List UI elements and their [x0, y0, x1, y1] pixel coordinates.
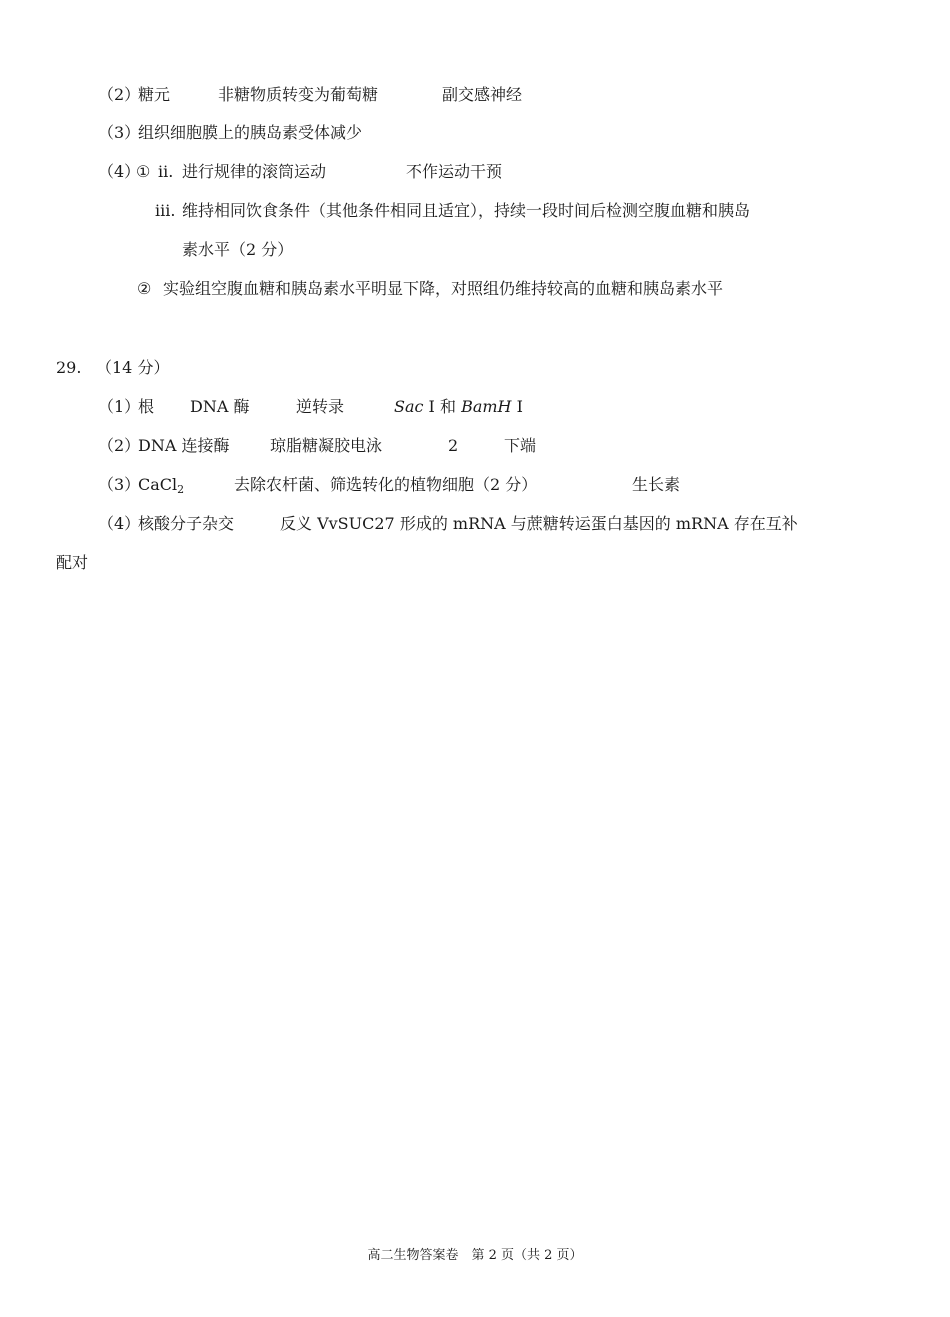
page-footer: 高二生物答案卷 第 2 页（共 2 页）	[367, 1248, 583, 1263]
formula-main: CaCl	[138, 475, 178, 494]
restriction-enzymes	[394, 397, 523, 417]
answer: 生长素	[632, 475, 681, 494]
part-label: （1）	[98, 397, 141, 416]
enzyme-suffix: I	[511, 397, 523, 416]
sub-label: iii.	[155, 201, 176, 220]
part-label: （4）	[98, 162, 141, 181]
answer: 维持相同饮食条件（其他条件相同且适宜），持续一段时间后检测空腹血糖和胰岛	[182, 201, 751, 220]
sub-label: ii.	[158, 162, 174, 181]
answer: 素水平（2 分）	[182, 240, 294, 259]
answer: 非糖物质转变为葡萄糖	[218, 85, 379, 104]
answer: 配对	[56, 553, 89, 572]
question-score: （14 分）	[96, 358, 170, 377]
part-label: （4）	[98, 514, 141, 533]
answer: DNA 连接酶	[138, 436, 230, 455]
answer: 糖元	[138, 85, 171, 104]
answer: 实验组空腹血糖和胰岛素水平明显下降，对照组仍维持较高的血糖和胰岛素水平	[163, 279, 724, 298]
question-number: 29.	[56, 358, 82, 377]
part-label: （3）	[98, 123, 141, 142]
enzyme-name: Sac	[394, 397, 424, 416]
answer: 根	[138, 397, 155, 416]
enzyme-connector: I 和	[423, 397, 462, 416]
answer: DNA 酶	[190, 397, 250, 416]
answer: 核酸分子杂交	[138, 514, 235, 533]
circled-number: ②	[137, 279, 152, 298]
part-label: （3）	[98, 475, 141, 494]
answer: 逆转录	[296, 397, 345, 416]
answer: 不作运动干预	[406, 162, 503, 181]
enzyme-name: BamH	[461, 397, 512, 416]
part-label: （2）	[98, 85, 141, 104]
answer: 琼脂糖凝胶电泳	[270, 436, 383, 455]
answer: 组织细胞膜上的胰岛素受体减少	[138, 123, 363, 142]
answer: 进行规律的滚筒运动	[182, 162, 327, 181]
answer: 反义 VvSUC27 形成的 mRNA 与蔗糖转运蛋白基因的 mRNA 存在互补	[280, 514, 798, 533]
answer: 副交感神经	[442, 85, 523, 104]
answer: 去除农杆菌、筛选转化的植物细胞（2 分）	[234, 475, 538, 494]
formula-subscript: 2	[177, 483, 185, 496]
circled-number: ①	[136, 162, 151, 181]
chemical-formula	[138, 475, 184, 500]
part-label: （2）	[98, 436, 141, 455]
answer: 下端	[504, 436, 537, 455]
answer: 2	[448, 436, 459, 455]
